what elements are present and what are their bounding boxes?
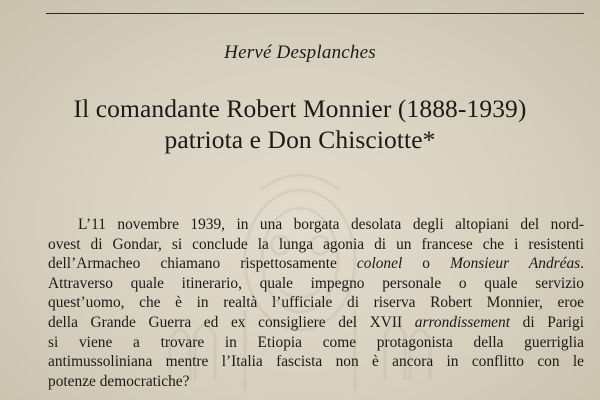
text-run: potenze democratiche? [48,372,190,390]
italic-term: colonel [356,255,403,273]
text-run: si viene a trovare in Etiopia come protagonista della guerriglia [48,333,584,351]
paragraph-line [48,293,584,313]
paragraph-line [48,274,584,294]
text-run: di Parigi [510,313,584,331]
text-run: . [580,255,584,273]
article-title [10,93,590,155]
paragraph-line [48,352,584,372]
text-run: quest’uomo, che è in realtà l’ufficiale di riserva Robert Monnier, eroe [48,294,584,312]
author-name: Hervé Desplanches [224,42,376,63]
paragraph-line [48,215,584,235]
paragraph-line [48,372,584,392]
article-paragraph [48,215,584,391]
header-rule [46,13,584,14]
title-line: Il comandante Robert Monnier (1888-1939) [73,94,527,123]
text-run: L’11 novembre 1939, in una borgata desolata degli altopiani del nord- [78,216,584,233]
text-run: della Grande Guerra ed ex consigliere del XVII [48,313,415,331]
text-run: ovest di Gondar, si conclude la lunga agonia di un francese che i resistenti [48,235,584,253]
text-run: antimussoliniana mentre l’Italia fascista non è ancora in conflitto con le [48,353,584,371]
paragraph-line [48,235,584,255]
italic-term: Monsieur Andréas [450,255,581,273]
text-run: dell’Armacheo chiamano rispettosamente [48,255,357,273]
paragraph-line [48,254,584,274]
paragraph-line [48,333,584,353]
italic-term: arrondissement [414,313,510,331]
text-run: Attraverso quale itinerario, quale impegno personale o quale servizio [48,274,584,292]
paragraph-line [48,313,584,333]
text-run: o [402,255,451,273]
title-line: patriota e Don Chisciotte* [164,125,436,154]
